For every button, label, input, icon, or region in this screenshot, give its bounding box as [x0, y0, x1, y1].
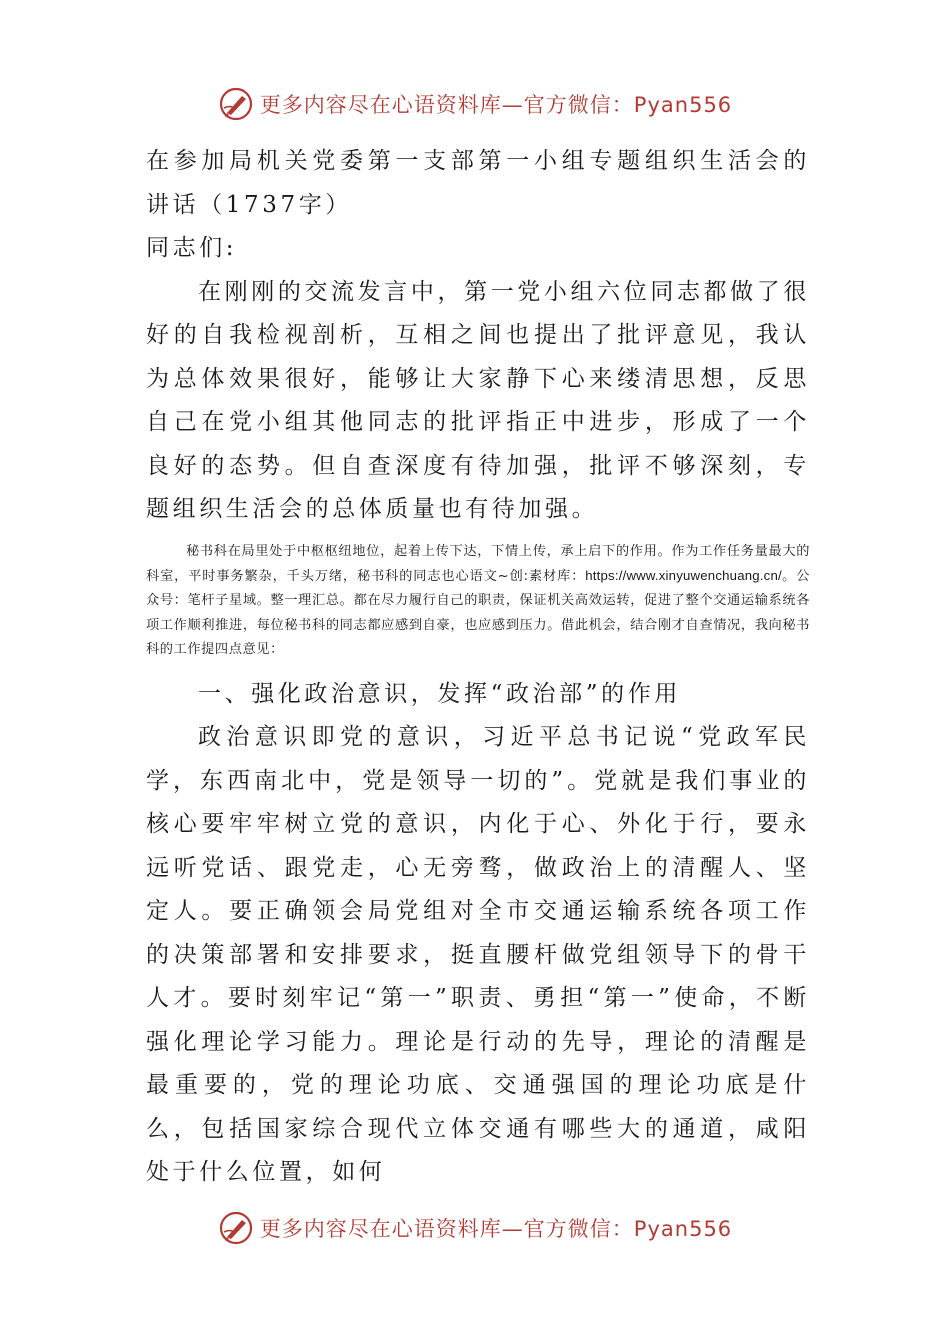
- footer-watermark-banner: [0, 1208, 950, 1248]
- pen-logo-icon: [218, 1210, 254, 1246]
- website-url: https://www.xinyuwenchuang.cn/: [585, 567, 782, 583]
- document-title: 在参加局机关党委第一支部第一小组专题组织生活会的讲话（1737字）: [146, 148, 810, 218]
- paragraph-1: 在刚刚的交流发言中，第一党小组六位同志都做了很好的自我检视剖析，互相之间也提出了批评意见，我认为总体效果很好，能够让大家静下心来缕清思想，反思自己在党小组其他同志的批评指正中进步，形成了一个良好的态势。但自查深度有待加强，批评不够深刻，专题组织生活会的总体质量也有待加强。: [146, 278, 810, 522]
- small-paragraph: [146, 540, 810, 663]
- salutation: 同志们:: [146, 235, 238, 261]
- small-paragraph-part-b: 。公众号：笔杆子星域。整一理汇总。都在尽力履行自己的职责，保证机关高效运转，促进了整个交通运输系统各项工作顺利推进，每位秘书科的同志都应感到自豪，也应感到压力。借此机会，结合刚才自查情况，我向秘书科的工作提四点意见：: [146, 568, 810, 658]
- pen-logo-icon: [218, 86, 254, 122]
- paragraph-2: 政治意识即党的意识，习近平总书记说“党政军民学，东西南北中，党是领导一切的”。党就是我们事业的核心要牢牢树立党的意识，内化于心、外化于行，要永远听党话、跟党走，心无旁骛，做政治上的清醒人、坚定人。要正确领会局党组对全市交通运输系统各项工作的决策部署和安排要求，挺直腰杆做党组领导下的骨干人才。要时刻牢记“第一”职责、勇担“第一”使命，不断强化理论学习能力。理论是行动的先导，理论的清醒是最重要的，党的理论功底、交通强国的理论功底是什么，包括国家综合现代立体交通有哪些大的通道，咸阳处于什么位置，如何: [146, 724, 810, 1186]
- banner-text: 更多内容尽在心语资料库—官方微信：Pyan556: [259, 1217, 733, 1241]
- header-watermark-banner: [0, 84, 950, 124]
- small-paragraph-part-a: 秘书科在局里处于中枢枢纽地位，起着上传下达，下情上传，承上启下的作用。作为工作任务量最大的科室，平时事务繁杂，千头万绪，秘书科的同志也心语文~创:素材库：: [146, 543, 810, 584]
- banner-text: 更多内容尽在心语资料库—官方微信：Pyan556: [259, 93, 733, 117]
- section-heading-1: 一、强化政治意识，发挥“政治部”的作用: [198, 680, 681, 707]
- document-body: [146, 140, 810, 1195]
